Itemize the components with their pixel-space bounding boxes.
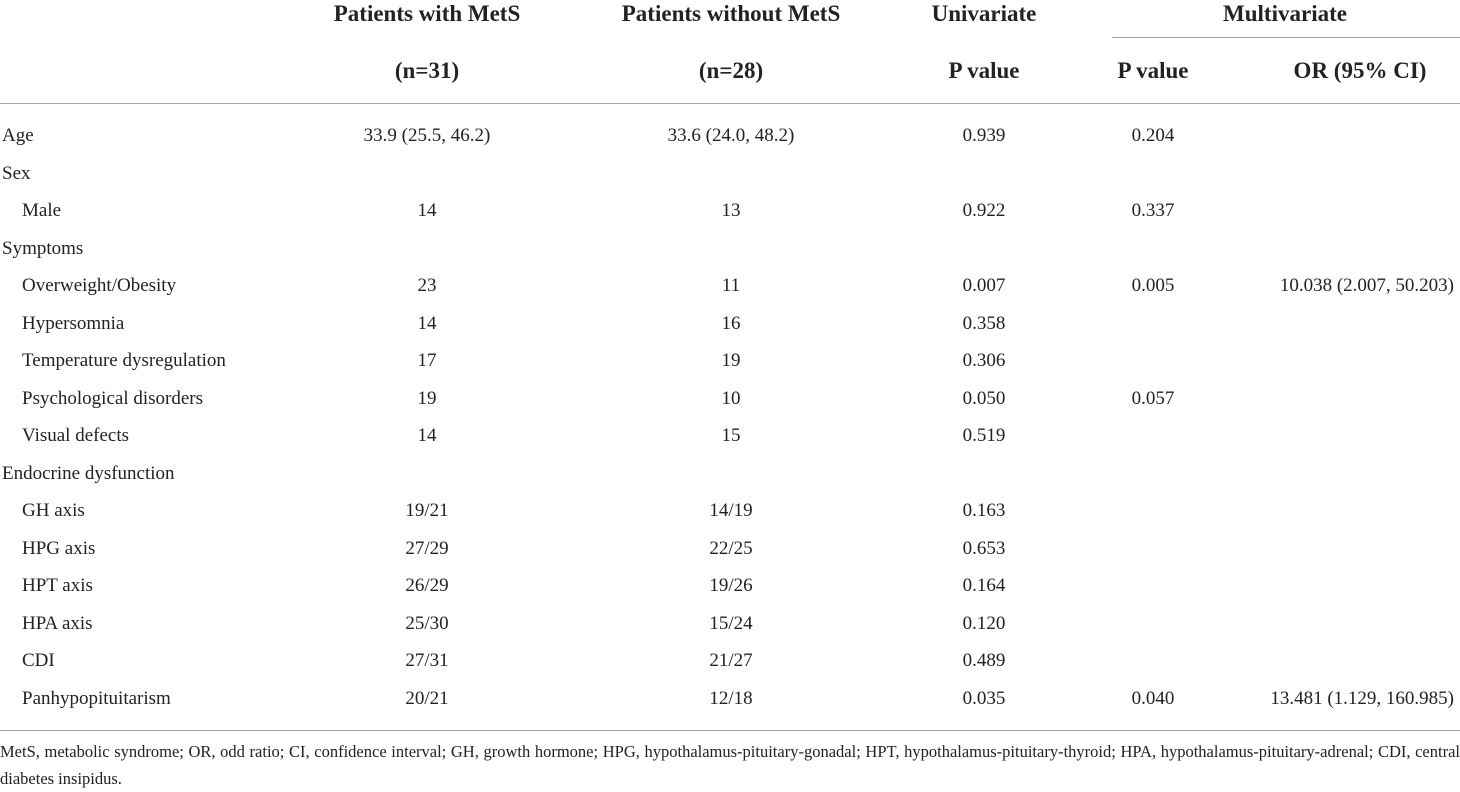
cell-without-mets: 15 [721,425,741,446]
row-label: Male [22,200,62,221]
table-row [0,680,1460,717]
row-label: Panhypopituitarism [22,687,171,709]
row-label: Symptoms [2,237,84,259]
row-label: Psychological disorders [22,387,204,409]
cell-univariate-p: 0.489 [962,650,1006,671]
cell-without-mets: 14/19 [709,500,753,521]
table-row [0,455,1460,492]
cell-with-mets: 14 [417,200,437,221]
cell-without-mets: 10 [721,387,741,409]
table-row [0,117,1460,154]
row-label: Hypersomnia [22,312,125,334]
cell-without-mets: 21/27 [709,650,753,671]
cell-univariate-p: 0.358 [962,312,1006,334]
table-row [0,530,1460,567]
table-row [0,380,1460,417]
cell-univariate-p: 0.922 [962,200,1006,221]
cell-univariate-p: 0.164 [962,575,1006,596]
cell-without-mets: 13 [721,200,741,221]
table-row [0,230,1460,267]
cell-without-mets: 16 [721,312,741,334]
cell-without-mets: 33.6 (24.0, 48.2) [667,125,795,146]
table-row [0,567,1460,604]
header-univariate-p: P value [948,58,1020,83]
table-row [0,267,1460,304]
cell-multivariate-p: 0.204 [1131,125,1175,146]
cell-univariate-p: 0.050 [962,387,1006,409]
cell-univariate-p: 0.653 [962,537,1006,559]
row-label: Endocrine dysfunction [2,462,175,484]
header-bottom-rule [0,103,1460,104]
table-row [0,305,1460,342]
row-label: Visual defects [22,425,130,446]
table-bottom-rule [0,730,1460,731]
header-univariate: Univariate [931,1,1037,26]
cell-or-ci: 13.481 (1.129, 160.985) [1270,687,1454,709]
cell-without-mets: 19/26 [709,575,753,596]
row-label: HPT axis [22,575,93,596]
row-label: Age [2,125,34,146]
cell-without-mets: 22/25 [709,537,753,559]
row-label: Temperature dysregulation [22,350,226,371]
header-multivariate: Multivariate [1223,1,1347,26]
cell-with-mets: 14 [417,425,437,446]
cell-univariate-p: 0.120 [962,612,1006,634]
cell-multivariate-p: 0.337 [1131,200,1175,221]
header-with-mets: Patients with MetS [333,1,521,26]
cell-with-mets: 25/30 [405,612,449,634]
row-label: Sex [2,162,31,184]
cell-without-mets: 12/18 [709,687,753,709]
table-row [0,342,1460,379]
cell-univariate-p: 0.519 [962,425,1006,446]
header-without-mets: Patients without MetS [621,1,841,26]
header-or-ci: OR (95% CI) [1293,58,1427,83]
cell-multivariate-p: 0.057 [1131,387,1175,409]
cell-with-mets: 14 [417,312,437,334]
cell-with-mets: 19/21 [405,500,449,521]
table-row [0,155,1460,192]
cell-without-mets: 11 [721,275,741,296]
cell-with-mets: 27/31 [405,650,449,671]
header-without-mets-n: (n=28) [698,58,764,83]
cell-univariate-p: 0.035 [962,687,1006,709]
header-multivariate-p: P value [1117,58,1189,83]
row-label: Overweight/Obesity [22,275,177,296]
multivariate-group-rule [1112,37,1460,38]
cell-with-mets: 33.9 (25.5, 46.2) [363,125,491,146]
cell-univariate-p: 0.163 [962,500,1006,521]
cell-univariate-p: 0.306 [962,350,1006,371]
row-label: HPG axis [22,537,96,559]
table-row [0,492,1460,529]
table-footnote: MetS, metabolic syndrome; OR, odd ratio; CI, confidence interval; GH, growth hormone; HPG, hypothalamus-pituitary-gonadal; HPT, hypothalamus-pituitary-thyroid; HPA, hypothalamus-pituitary-adrenal; CDI, central diabetes insipidus. [0,742,1460,788]
row-label: CDI [22,650,55,671]
cell-with-mets: 26/29 [405,575,449,596]
cell-with-mets: 23 [417,275,437,296]
table-row [0,192,1460,229]
table-row [0,605,1460,642]
cell-with-mets: 17 [417,350,437,371]
row-label: GH axis [22,500,85,521]
header-with-mets-n: (n=31) [394,58,460,83]
cell-with-mets: 27/29 [405,537,449,559]
cell-multivariate-p: 0.005 [1131,275,1175,296]
table-row [0,642,1460,679]
cell-univariate-p: 0.007 [962,275,1006,296]
cell-with-mets: 19 [417,387,437,409]
table-row [0,417,1460,454]
cell-or-ci: 10.038 (2.007, 50.203) [1279,275,1454,296]
cell-without-mets: 15/24 [709,612,753,634]
cell-with-mets: 20/21 [405,687,449,709]
cell-univariate-p: 0.939 [962,125,1006,146]
cell-without-mets: 19 [721,350,741,371]
row-label: HPA axis [22,612,93,634]
cell-multivariate-p: 0.040 [1131,687,1175,709]
